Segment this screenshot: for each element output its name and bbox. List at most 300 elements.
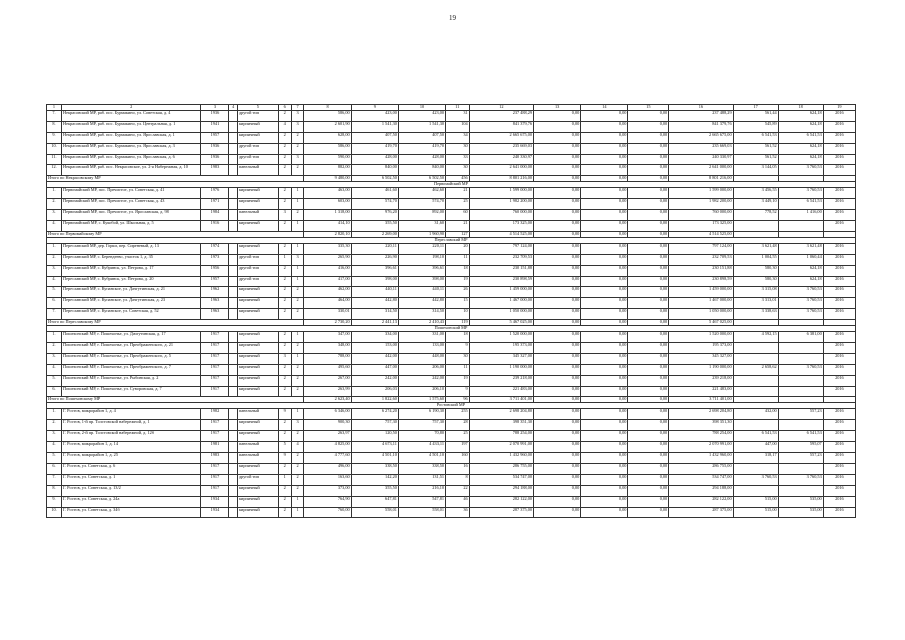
header-cell: 4 bbox=[229, 105, 238, 111]
table-cell: панельный bbox=[237, 210, 278, 221]
table-cell: 2. bbox=[47, 199, 62, 210]
table-cell: 1 bbox=[291, 332, 304, 343]
table-cell: 0,00 bbox=[534, 442, 581, 453]
table-cell: 788 254,00 bbox=[669, 431, 733, 442]
table-cell: 0,00 bbox=[534, 431, 581, 442]
table-cell: 1. bbox=[47, 332, 62, 343]
table-cell: 2016 bbox=[823, 364, 855, 375]
table-cell: 1 982 200,00 bbox=[669, 199, 733, 210]
table-cell: 4. bbox=[47, 442, 62, 453]
table-cell: 230 898,59 bbox=[469, 276, 533, 287]
table-cell bbox=[778, 485, 823, 496]
table-cell: 230 151,88 bbox=[669, 265, 733, 276]
table-cell: 0,00 bbox=[628, 431, 669, 442]
table-cell: 0,00 bbox=[628, 287, 669, 298]
table-cell: 21 bbox=[446, 188, 470, 199]
table-cell: 2 bbox=[291, 375, 304, 386]
table-cell: 0,00 bbox=[581, 364, 628, 375]
total-cell: 2 820,10 bbox=[304, 231, 351, 237]
table-cell: другой тип bbox=[237, 276, 278, 287]
table-cell: 5. bbox=[47, 375, 62, 386]
table-cell: 6 541,53 bbox=[778, 132, 823, 143]
table-cell: 294 188,00 bbox=[469, 485, 533, 496]
table-cell bbox=[229, 463, 238, 474]
table-cell: 760 000,00 bbox=[669, 210, 733, 221]
table-cell: другой тип bbox=[237, 111, 278, 122]
table-cell bbox=[229, 165, 238, 176]
table-cell: 2 bbox=[291, 132, 304, 143]
table-cell: 0,00 bbox=[628, 332, 669, 343]
table-cell: 0,00 bbox=[628, 165, 669, 176]
table-cell bbox=[229, 375, 238, 386]
total-cell: 0,00 bbox=[534, 397, 581, 403]
table-cell: 3 315,08 bbox=[733, 287, 778, 298]
table-cell: 1973 bbox=[201, 254, 229, 265]
table-cell: 448,00 bbox=[398, 353, 445, 364]
table-cell bbox=[229, 332, 238, 343]
table-cell: кирпичный bbox=[237, 188, 278, 199]
table-cell: 1976 bbox=[201, 188, 229, 199]
table-cell: 1 459 000,00 bbox=[669, 287, 733, 298]
table-cell bbox=[229, 143, 238, 154]
table-cell: 428,00 bbox=[398, 154, 445, 165]
table-cell: 1 bbox=[291, 265, 304, 276]
table-cell: 7. bbox=[47, 111, 62, 122]
table-cell bbox=[229, 199, 238, 210]
table-cell: 496,00 bbox=[304, 463, 351, 474]
table-cell: Некрасовский МР, раб. пос. Бурмакино, ул. Ярославская, д. 1 bbox=[62, 132, 201, 143]
table-cell: Первомайский МР, пос. Пречистое, ул. Советская, д. 43 bbox=[62, 199, 201, 210]
table-cell: 2 bbox=[278, 143, 291, 154]
table-cell bbox=[229, 420, 238, 431]
header-cell: 1 bbox=[47, 105, 62, 111]
table-cell: 10. bbox=[47, 143, 62, 154]
table-cell: 2016 bbox=[823, 254, 855, 265]
table-cell: Переславский МР, с. Кубринск, ул. Петрова, д. 20 bbox=[62, 276, 201, 287]
table-cell bbox=[229, 343, 238, 354]
table-cell: Некрасовский МР, раб. пос. Бурмакино, ул. Центральная, д. 1 bbox=[62, 121, 201, 132]
table-cell: кирпичный bbox=[237, 485, 278, 496]
total-cell: 2 441,13 bbox=[351, 320, 398, 326]
table-cell: 198,10 bbox=[398, 254, 445, 265]
table-cell: 2 bbox=[278, 243, 291, 254]
table-cell: 60 bbox=[446, 210, 470, 221]
table-cell: 25 bbox=[446, 431, 470, 442]
table-cell: 1 467 000,00 bbox=[469, 298, 533, 309]
section-title: Первомайский МР bbox=[47, 182, 856, 188]
total-cell: 0,00 bbox=[628, 397, 669, 403]
table-cell: 160 bbox=[446, 453, 470, 464]
table-cell: 1971 bbox=[201, 199, 229, 210]
header-cell: 14 bbox=[581, 105, 628, 111]
table-cell: 3 bbox=[291, 254, 304, 265]
table-cell: 7. bbox=[47, 474, 62, 485]
table-cell: 2016 bbox=[823, 332, 855, 343]
table-row bbox=[47, 199, 856, 210]
table-cell: 0,00 bbox=[581, 386, 628, 397]
table-cell bbox=[778, 353, 823, 364]
table-cell: 163,60 bbox=[304, 474, 351, 485]
table-cell: 2 bbox=[278, 276, 291, 287]
table-cell: 764,90 bbox=[304, 496, 351, 507]
table-cell: 1936 bbox=[201, 111, 229, 122]
table-cell: кирпичный bbox=[237, 199, 278, 210]
table-cell: 0,00 bbox=[581, 243, 628, 254]
table-cell: 2 bbox=[291, 474, 304, 485]
table-cell: 447,00 bbox=[733, 442, 778, 453]
table-cell: 396,61 bbox=[398, 265, 445, 276]
table-cell: 624,18 bbox=[778, 276, 823, 287]
table-cell: 535,00 bbox=[778, 496, 823, 507]
table-cell bbox=[733, 375, 778, 386]
table-cell: 3 144,05 bbox=[733, 165, 778, 176]
table-cell: 2016 bbox=[823, 287, 855, 298]
table-cell: 282 122,00 bbox=[669, 496, 733, 507]
table-cell: 442,00 bbox=[351, 353, 398, 364]
table-cell: кирпичный bbox=[237, 298, 278, 309]
total-cell: 5 467 025,00 bbox=[469, 320, 533, 326]
table-cell: 2 bbox=[278, 463, 291, 474]
table-cell: 788,00 bbox=[304, 353, 351, 364]
table-cell: 417,00 bbox=[304, 276, 351, 287]
table-cell: 0,00 bbox=[534, 287, 581, 298]
table-cell: 1917 bbox=[201, 386, 229, 397]
table-cell: 3. bbox=[47, 210, 62, 221]
table-cell: 232 709,53 bbox=[669, 254, 733, 265]
table-cell: 173 325,00 bbox=[669, 221, 733, 232]
table-cell: 558,01 bbox=[351, 507, 398, 518]
table-cell bbox=[778, 463, 823, 474]
table-cell: Переславский МР, с. Берендеево, участок 1, д. 35 bbox=[62, 254, 201, 265]
table-cell: 2 bbox=[291, 431, 304, 442]
table-cell: 1 bbox=[291, 507, 304, 518]
table-row bbox=[47, 121, 856, 132]
table-cell: Пошехонский МР, г. Пошехонье, ул. Преображенского, д. 7 bbox=[62, 364, 201, 375]
table-cell: 230 898,59 bbox=[669, 276, 733, 287]
table-cell: Пошехонский МР, г. Пошехонье, ул. Рыбинская, д. 2 bbox=[62, 375, 201, 386]
table-cell: 1 060,44 bbox=[778, 254, 823, 265]
table-cell: Некрасовский МР, раб. пос. Некрасовское, ул. 2-я Набережная, д. 10 bbox=[62, 165, 201, 176]
table-cell: 104 bbox=[446, 121, 470, 132]
table-cell: 892,00 bbox=[398, 210, 445, 221]
table-cell: 9 bbox=[446, 386, 470, 397]
table-cell: 423,00 bbox=[398, 111, 445, 122]
table-cell: 5 bbox=[278, 442, 291, 453]
table-cell: 2 698 204,80 bbox=[669, 409, 733, 420]
table-cell: 4 777,60 bbox=[304, 453, 351, 464]
table-cell bbox=[733, 386, 778, 397]
table-cell: 2016 bbox=[823, 221, 855, 232]
table-cell: 1 541,30 bbox=[398, 121, 445, 132]
table-cell: 3 456,55 bbox=[733, 188, 778, 199]
table-cell: 1917 bbox=[201, 420, 229, 431]
total-cell: 0,00 bbox=[581, 176, 628, 182]
table-cell: 0,00 bbox=[581, 287, 628, 298]
table-cell: 0,00 bbox=[628, 111, 669, 122]
table-cell: 603,00 bbox=[304, 199, 351, 210]
table-cell: 2 bbox=[278, 420, 291, 431]
table-cell: 3 760,53 bbox=[778, 188, 823, 199]
table-cell: 757,30 bbox=[398, 420, 445, 431]
total-cell: 0,00 bbox=[534, 231, 581, 237]
table-cell: 545,89 bbox=[733, 121, 778, 132]
table-cell: 3 bbox=[291, 420, 304, 431]
table-cell: Г. Ростов, ул. Советская, д. 24а bbox=[62, 496, 201, 507]
table-cell: 1 bbox=[278, 474, 291, 485]
table-cell: 355,50 bbox=[351, 485, 398, 496]
table-cell: 318,17 bbox=[733, 453, 778, 464]
table-cell: 330,01 bbox=[304, 309, 351, 320]
table-cell: 1982 bbox=[201, 409, 229, 420]
table-row bbox=[47, 221, 856, 232]
table-cell: 265,90 bbox=[304, 254, 351, 265]
table-cell: 1974 bbox=[201, 243, 229, 254]
table-cell: 797 124,00 bbox=[469, 243, 533, 254]
table-cell: 2016 bbox=[823, 121, 855, 132]
table-cell: 442,80 bbox=[398, 298, 445, 309]
table-cell: 294 188,00 bbox=[669, 485, 733, 496]
table-cell: 1. bbox=[47, 188, 62, 199]
table-cell: 515,00 bbox=[733, 496, 778, 507]
table-cell: Г. Ростов, микрорайон 1, д. 14 bbox=[62, 442, 201, 453]
table-cell bbox=[229, 132, 238, 143]
total-cell: 2 623,40 bbox=[304, 397, 351, 403]
table-cell: 7. bbox=[47, 309, 62, 320]
table-cell: 407,50 bbox=[351, 132, 398, 143]
table-cell: 0,00 bbox=[628, 507, 669, 518]
table-cell: 495,60 bbox=[304, 364, 351, 375]
table-cell: 263,97 bbox=[304, 431, 351, 442]
table-cell bbox=[229, 221, 238, 232]
table-cell: 287 375,00 bbox=[469, 507, 533, 518]
table-cell: 1 520 000,00 bbox=[469, 332, 533, 343]
table-cell: 0,00 bbox=[581, 298, 628, 309]
table-cell: 0,00 bbox=[581, 132, 628, 143]
table-cell: 1 599 000,00 bbox=[469, 188, 533, 199]
table-cell: Первомайский МР, с. Кукобой, ул. Школьная, д. 5 bbox=[62, 221, 201, 232]
table-cell: 2. bbox=[47, 254, 62, 265]
table-cell bbox=[778, 420, 823, 431]
table-cell: 0,00 bbox=[628, 298, 669, 309]
table-cell: 407,50 bbox=[398, 132, 445, 143]
table-cell: 1917 bbox=[201, 353, 229, 364]
table-row bbox=[47, 507, 856, 518]
table-cell: 287 375,00 bbox=[669, 507, 733, 518]
table-cell: 0,00 bbox=[534, 165, 581, 176]
table-cell: 423,00 bbox=[351, 111, 398, 122]
table-cell: 463,00 bbox=[304, 188, 351, 199]
table-cell: 0,00 bbox=[534, 111, 581, 122]
table-cell: 0,00 bbox=[581, 332, 628, 343]
total-cell: 4 514 525,00 bbox=[669, 231, 733, 237]
table-cell: 2 bbox=[278, 298, 291, 309]
register-table bbox=[46, 104, 856, 518]
table-cell: 2016 bbox=[823, 442, 855, 453]
table-cell: 1 bbox=[278, 254, 291, 265]
table-cell: 535,00 bbox=[778, 507, 823, 518]
table-cell: другой тип bbox=[237, 154, 278, 165]
table-cell: 398 351,30 bbox=[469, 420, 533, 431]
table-cell: 0,00 bbox=[581, 276, 628, 287]
table-cell: 335,30 bbox=[304, 243, 351, 254]
table-cell: 221 483,00 bbox=[469, 386, 533, 397]
table-cell bbox=[733, 221, 778, 232]
table-cell: 2 665 675,00 bbox=[469, 132, 533, 143]
table-row bbox=[47, 343, 856, 354]
table-cell bbox=[229, 287, 238, 298]
table-cell: 8. bbox=[47, 485, 62, 496]
table-cell: 2016 bbox=[823, 485, 855, 496]
total-cell: 3 711 401,00 bbox=[669, 397, 733, 403]
header-cell: 12 bbox=[469, 105, 533, 111]
total-cell: 456 bbox=[446, 176, 470, 182]
table-cell bbox=[733, 420, 778, 431]
table-cell: 206,03 bbox=[351, 386, 398, 397]
table-cell: кирпичный bbox=[237, 496, 278, 507]
table-cell: 282 122,00 bbox=[469, 496, 533, 507]
table-cell bbox=[229, 386, 238, 397]
table-cell: 2016 bbox=[823, 243, 855, 254]
table-cell: 0,00 bbox=[581, 431, 628, 442]
table-cell bbox=[229, 442, 238, 453]
table-cell: 1917 bbox=[201, 463, 229, 474]
table-cell: 2 bbox=[278, 111, 291, 122]
table-cell: 226,90 bbox=[351, 254, 398, 265]
table-cell: 221 483,00 bbox=[669, 386, 733, 397]
table-row bbox=[47, 353, 856, 364]
table-cell: 255 bbox=[446, 409, 470, 420]
table-cell: 0,00 bbox=[628, 254, 669, 265]
table-cell: 447,00 bbox=[351, 364, 398, 375]
table-cell: 2 698 204,80 bbox=[469, 409, 533, 420]
table-cell: Переславский МР, с. Купанское, ул. Дачгутинская, д. 23 bbox=[62, 298, 201, 309]
table-cell: Пошехонский МР, г. Пошехонье, ул. Преображенского, д. 21 bbox=[62, 343, 201, 354]
table-cell: 0,00 bbox=[534, 463, 581, 474]
table-cell: 22 bbox=[446, 485, 470, 496]
header-cell: 9 bbox=[351, 105, 398, 111]
table-cell: 3 313,01 bbox=[733, 298, 778, 309]
table-cell: 624,18 bbox=[778, 143, 823, 154]
table-cell: 4. bbox=[47, 221, 62, 232]
table-cell: 11 bbox=[446, 364, 470, 375]
table-cell: 2 bbox=[291, 386, 304, 397]
table-cell: 0,00 bbox=[534, 243, 581, 254]
total-label: Итого по Некрасовскому МР bbox=[47, 176, 304, 182]
table-cell: 2016 bbox=[823, 165, 855, 176]
table-cell: 3 760,53 bbox=[778, 309, 823, 320]
table-cell: 6 346,00 bbox=[304, 409, 351, 420]
table-cell: 239 218,00 bbox=[469, 375, 533, 386]
table-cell: 6 274,20 bbox=[351, 409, 398, 420]
table-cell: Г. Ростов, ул. Советская, д. 6 bbox=[62, 463, 201, 474]
table-row bbox=[47, 375, 856, 386]
table-cell: 1917 bbox=[201, 485, 229, 496]
table-cell: 590,00 bbox=[304, 154, 351, 165]
table-cell bbox=[229, 210, 238, 221]
table-cell bbox=[229, 309, 238, 320]
table-cell: 10. bbox=[47, 507, 62, 518]
table-cell: 2016 bbox=[823, 154, 855, 165]
table-cell: Г. Ростов, ул. Советская, д. 34б bbox=[62, 507, 201, 518]
table-cell: 20 bbox=[446, 243, 470, 254]
table-cell: 0,00 bbox=[628, 121, 669, 132]
table-cell: 30 bbox=[446, 165, 470, 176]
table-cell bbox=[778, 375, 823, 386]
table-cell bbox=[733, 485, 778, 496]
table-cell: 1. bbox=[47, 243, 62, 254]
table-cell: 1 318,00 bbox=[304, 210, 351, 221]
table-cell: 1917 bbox=[201, 332, 229, 343]
table-cell: 1 520 000,00 bbox=[669, 332, 733, 343]
header-cell: 5 bbox=[237, 105, 278, 111]
table-cell: 2 601,90 bbox=[304, 121, 351, 132]
table-cell: 6. bbox=[47, 298, 62, 309]
table-cell: 2016 bbox=[823, 507, 855, 518]
table-cell: 976,20 bbox=[351, 210, 398, 221]
table-cell: Первомайский МР, пос. Пречистое, ул. Ярославская, д. 98 bbox=[62, 210, 201, 221]
table-cell: панельный bbox=[237, 442, 278, 453]
table-cell: 33 bbox=[446, 154, 470, 165]
table-cell: 345 327,00 bbox=[669, 353, 733, 364]
table-cell: 0,00 bbox=[628, 420, 669, 431]
table-cell: 8 bbox=[446, 474, 470, 485]
table-cell: 0,00 bbox=[534, 453, 581, 464]
table-row bbox=[47, 485, 856, 496]
total-cell: 127 bbox=[446, 231, 470, 237]
table-cell: 2016 bbox=[823, 420, 855, 431]
header-cell: 2 bbox=[62, 105, 201, 111]
table-cell: 6 541,53 bbox=[733, 132, 778, 143]
table-cell: 1983 bbox=[201, 453, 229, 464]
table-cell: 0,00 bbox=[581, 375, 628, 386]
table-cell: Переславский МР, с. Купанское, ул. Дачгутинская, д. 21 bbox=[62, 287, 201, 298]
table-cell: 195 373,00 bbox=[469, 343, 533, 354]
table-cell bbox=[229, 265, 238, 276]
table-cell bbox=[229, 121, 238, 132]
table-cell: 267,00 bbox=[304, 375, 351, 386]
table-cell: 9 bbox=[278, 409, 291, 420]
table-row bbox=[47, 287, 856, 298]
table-cell: 0,00 bbox=[534, 143, 581, 154]
table-cell: 142,20 bbox=[351, 474, 398, 485]
table-row bbox=[47, 463, 856, 474]
table-cell: 36 bbox=[446, 507, 470, 518]
table-cell: 173 325,00 bbox=[469, 221, 533, 232]
table-cell: кирпичный bbox=[237, 243, 278, 254]
table-cell: 2 bbox=[278, 431, 291, 442]
table-row bbox=[47, 254, 856, 265]
table-cell: 0,00 bbox=[581, 353, 628, 364]
table-cell: 0,00 bbox=[628, 463, 669, 474]
table-cell: 0,00 bbox=[534, 332, 581, 343]
table-cell: 2 bbox=[291, 298, 304, 309]
table-cell: 0,00 bbox=[534, 188, 581, 199]
table-cell: 2 bbox=[278, 287, 291, 298]
table-cell: 0,00 bbox=[581, 453, 628, 464]
table-cell: 220,11 bbox=[351, 243, 398, 254]
table-cell: 0,00 bbox=[534, 221, 581, 232]
table-cell: другой тип bbox=[237, 474, 278, 485]
table-cell: 757,30 bbox=[351, 420, 398, 431]
table-cell: 11. bbox=[47, 154, 62, 165]
table-cell: 18 bbox=[446, 265, 470, 276]
table-cell: 4. bbox=[47, 364, 62, 375]
table-cell: 841 379,76 bbox=[669, 121, 733, 132]
table-cell: 1 050 000,00 bbox=[669, 309, 733, 320]
table-cell: 462,00 bbox=[304, 287, 351, 298]
table-cell: 4 673,11 bbox=[351, 442, 398, 453]
table-cell: 1 599 000,00 bbox=[669, 188, 733, 199]
